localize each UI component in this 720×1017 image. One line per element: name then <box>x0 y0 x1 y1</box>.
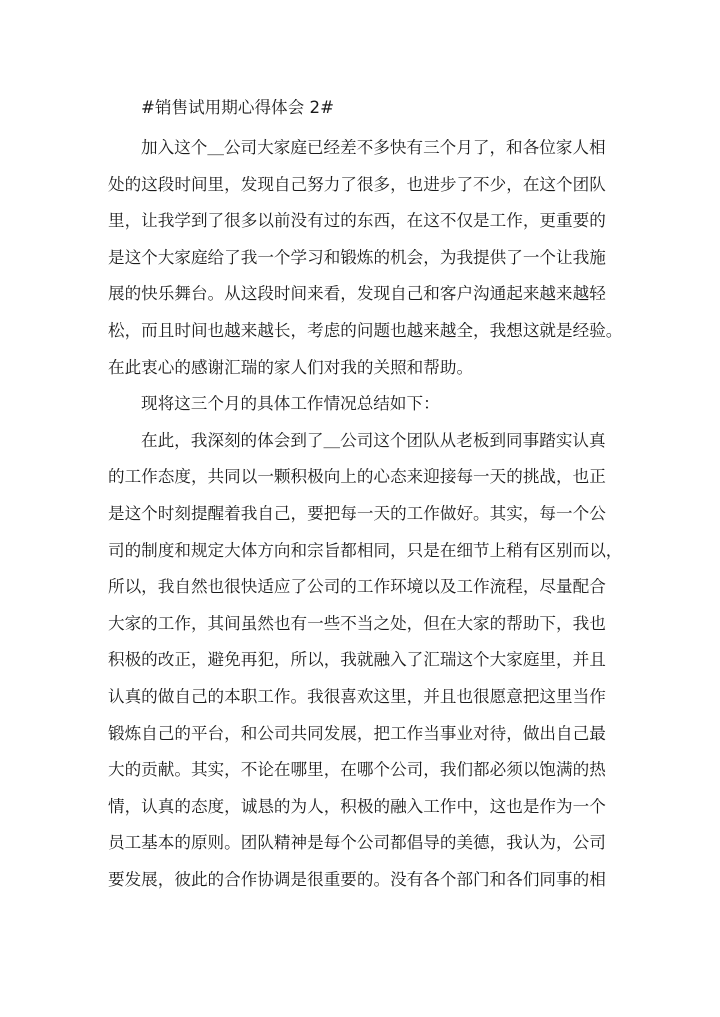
paragraph-line: 加入这个＿公司大家庭已经差不多快有三个月了，和各位家人相 <box>141 138 606 157</box>
paragraph-line: 要发展，彼此的合作协调是很重要的。没有各个部门和各们同事的相 <box>108 869 606 889</box>
paragraph-intro <box>108 130 623 386</box>
paragraph-summary-intro: 现将这三个月的具体工作情况总结如下： <box>141 394 440 414</box>
paragraph-line: 大的贡献。其实，不论在哪里，在哪个公司，我们都必须以饱满的热 <box>108 760 606 780</box>
paragraph-line: 松，而且时间也越来越长，考虑的问题也越来越全，我想这就是经验。 <box>108 320 623 340</box>
paragraph-line: 的工作态度，共同以一颗积极向上的心态来迎接每一天的挑战，也正 <box>108 467 606 487</box>
paragraph-experience <box>108 423 623 899</box>
paragraph-line: 所以，我自然也很快适应了公司的工作环境以及工作流程，尽量配合 <box>108 577 606 597</box>
paragraph-line: 认真的做自己的本职工作。我很喜欢这里，并且也很愿意把这里当作 <box>108 686 606 706</box>
paragraph-line: 里，让我学到了很多以前没有过的东西，在这不仅是工作，更重要的 <box>108 211 606 231</box>
paragraph-line: 大家的工作，其间虽然也有一些不当之处，但在大家的帮助下，我也 <box>108 613 606 633</box>
paragraph-line: 司的制度和规定大体方向和宗旨都相同，只是在细节上稍有区别而以， <box>108 540 623 560</box>
paragraph-line: 是这个大家庭给了我一个学习和锻炼的机会，为我提供了一个让我施 <box>108 247 606 267</box>
paragraph-line: 展的快乐舞台。从这段时间来看，发现自己和客户沟通起来越来越轻 <box>108 284 606 304</box>
paragraph-line: 锻炼自己的平台，和公司共同发展，把工作当事业对待，做出自己最 <box>108 723 606 743</box>
paragraph-line: 积极的改正，避免再犯，所以，我就融入了汇瑞这个大家庭里，并且 <box>108 650 606 670</box>
document-heading: #销售试用期心得体会 2# <box>141 98 334 117</box>
document-body <box>108 86 623 898</box>
paragraph-line: 处的这段时间里，发现自己努力了很多，也进步了不少，在这个团队 <box>108 174 606 194</box>
paragraph-line: 员工基本的原则。团队精神是每个公司都倡导的美德，我认为，公司 <box>108 833 606 853</box>
paragraph-line: 情，认真的态度，诚恳的为人，积极的融入工作中，这也是作为一个 <box>108 796 606 816</box>
paragraph-line: 是这个时刻提醒着我自己，要把每一天的工作做好。其实，每一个公 <box>108 503 606 523</box>
paragraph-line: 在此，我深刻的体会到了＿公司这个团队从老板到同事踏实认真 <box>141 430 606 450</box>
paragraph-line: 在此衷心的感谢汇瑞的家人们对我的关照和帮助。 <box>108 357 474 377</box>
